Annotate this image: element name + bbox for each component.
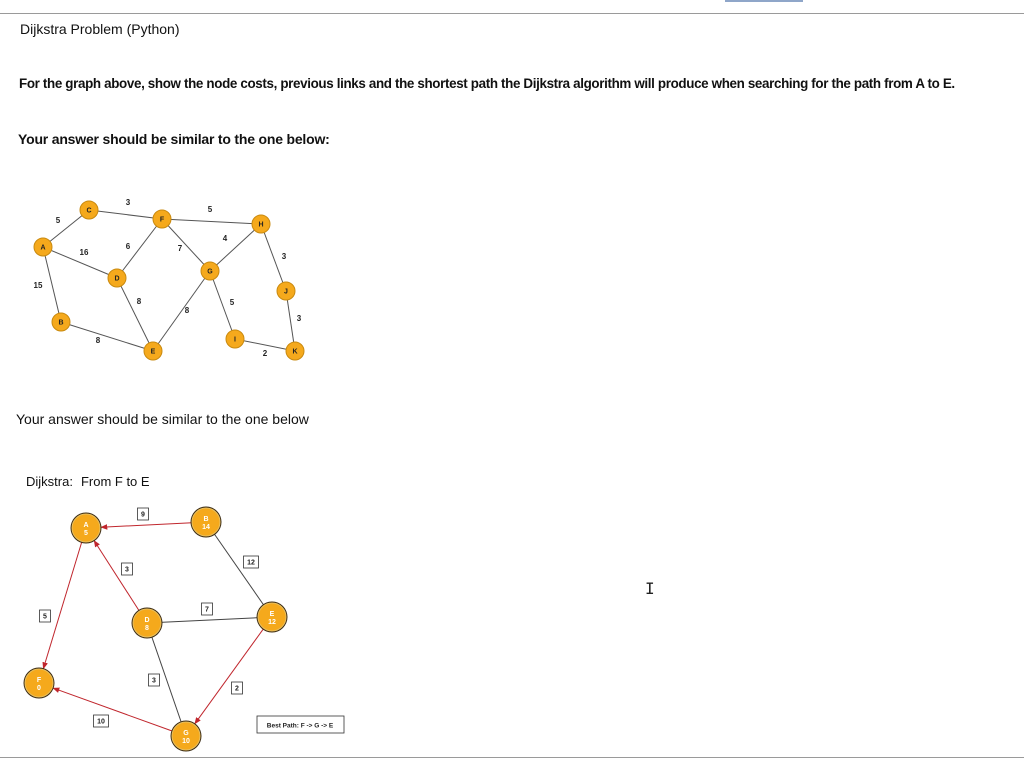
graph1-edge-weight-A-C: 5 <box>55 216 61 225</box>
graph2-edge-F-A <box>43 541 82 668</box>
graph2-edge-weight-D-G: 3 <box>152 677 156 685</box>
graph2-node-cost-B: 14 <box>202 524 210 531</box>
graph1-edge-weight-J-K: 3 <box>296 314 302 323</box>
graph2-node-cost-F: 0 <box>37 685 41 692</box>
bottom-rule <box>0 757 1024 758</box>
graph2-edge-D-E <box>147 617 272 623</box>
graph1-edge-B-E <box>61 322 153 351</box>
graph1-edge-weight-G-E: 8 <box>184 306 190 315</box>
graph1-node-label-B: B <box>58 319 64 327</box>
graph1-edge-C-F <box>89 210 162 219</box>
answer-prompt-bold: Your answer should be similar to the one below: <box>18 131 330 147</box>
graph1-node-label-H: H <box>258 221 264 229</box>
text-cursor-icon: I <box>645 579 655 598</box>
best-path-label: Best Path: F -> G -> E <box>266 722 334 730</box>
graph1-edge-G-E <box>153 271 210 351</box>
graph2-edge-B-E <box>206 522 272 617</box>
graph1-edge-weight-B-E: 8 <box>95 336 101 345</box>
graph1-node-label-A: A <box>40 244 46 252</box>
graph1-edge-weight-F-D: 6 <box>125 242 131 251</box>
graph1-edge-F-H <box>159 216 261 224</box>
graph1-edge-G-H <box>210 221 264 271</box>
graph2-edge-weight-A-B: 9 <box>141 511 145 519</box>
graph2-node-cost-G: 10 <box>182 738 190 745</box>
question-text: For the graph above, show the node costs, previous links and the shortest path the Dijkstra algorithm will produce when searching for the path from A to E. <box>19 76 955 91</box>
graph1-edge-weight-G-I: 5 <box>229 298 235 307</box>
graph2-edge-weight-B-E: 12 <box>247 559 255 567</box>
graph2-edge-E-G <box>195 628 264 723</box>
page-title: Dijkstra Problem (Python) <box>20 21 180 37</box>
graph1-edge-D-E <box>117 278 153 351</box>
graph1-node-label-C: C <box>86 207 92 215</box>
graph1-node-label-D: D <box>114 275 120 283</box>
graph2-edge-weight-D-E: 7 <box>205 606 209 614</box>
dijkstra-heading-route: From F to E <box>80 474 150 489</box>
graph2-edge-weight-F-G: 10 <box>97 718 105 726</box>
graph1-edge-F-D <box>117 219 162 278</box>
graph1-node-label-E: E <box>150 348 156 356</box>
graph1-edge-weight-H-J: 3 <box>281 252 287 261</box>
graph2-node-name-F: F <box>36 677 42 684</box>
graph2-edge-F-G <box>53 688 173 731</box>
graph1-edge-weight-F-H: 5 <box>207 205 213 214</box>
graph2-node-cost-D: 8 <box>145 625 149 632</box>
graph2-node-cost-A: 5 <box>84 530 88 537</box>
dijkstra-heading-prefix: Dijkstra: <box>26 474 73 489</box>
graph2-node-cost-E: 12 <box>268 619 276 626</box>
graph1-edge-weight-F-G: 7 <box>177 244 183 253</box>
graph2-edge-A-B <box>101 523 192 528</box>
answer-prompt-plain: Your answer should be similar to the one below <box>16 411 309 427</box>
graph1-edge-weight-A-B: 15 <box>33 281 43 290</box>
graph1-edge-weight-D-E: 8 <box>136 297 142 306</box>
graph1-edge-weight-C-F: 3 <box>125 198 131 207</box>
graph1-edge-weight-A-D: 16 <box>79 248 89 257</box>
graph1-edge-F-G <box>159 216 210 271</box>
graph1-node-label-K: K <box>292 348 298 356</box>
graph2-node-name-E: E <box>269 611 275 618</box>
graph2-edge-A-D <box>94 541 139 612</box>
graph1-node-label-J: J <box>284 288 288 296</box>
graph1-node-label-I: I <box>234 336 236 344</box>
graph2-edge-weight-E-G: 2 <box>235 685 239 693</box>
graph1-node-label-F: F <box>159 216 165 224</box>
graph1-edge-A-B <box>43 247 61 322</box>
graph2-node-name-A: A <box>83 522 89 529</box>
dijkstra-example-heading <box>26 474 150 489</box>
graph2-edge-weight-F-A: 5 <box>43 613 47 621</box>
graph2-edge-weight-A-D: 3 <box>125 566 129 574</box>
graph2-node-name-D: D <box>144 617 150 624</box>
graph1-node-label-G: G <box>207 268 213 276</box>
graph1-edge-weight-G-H: 4 <box>222 234 228 243</box>
graph2-node-name-G: G <box>183 730 189 737</box>
graph2-node-name-B: B <box>203 516 209 523</box>
graph1-edge-weight-I-K: 2 <box>262 349 268 358</box>
